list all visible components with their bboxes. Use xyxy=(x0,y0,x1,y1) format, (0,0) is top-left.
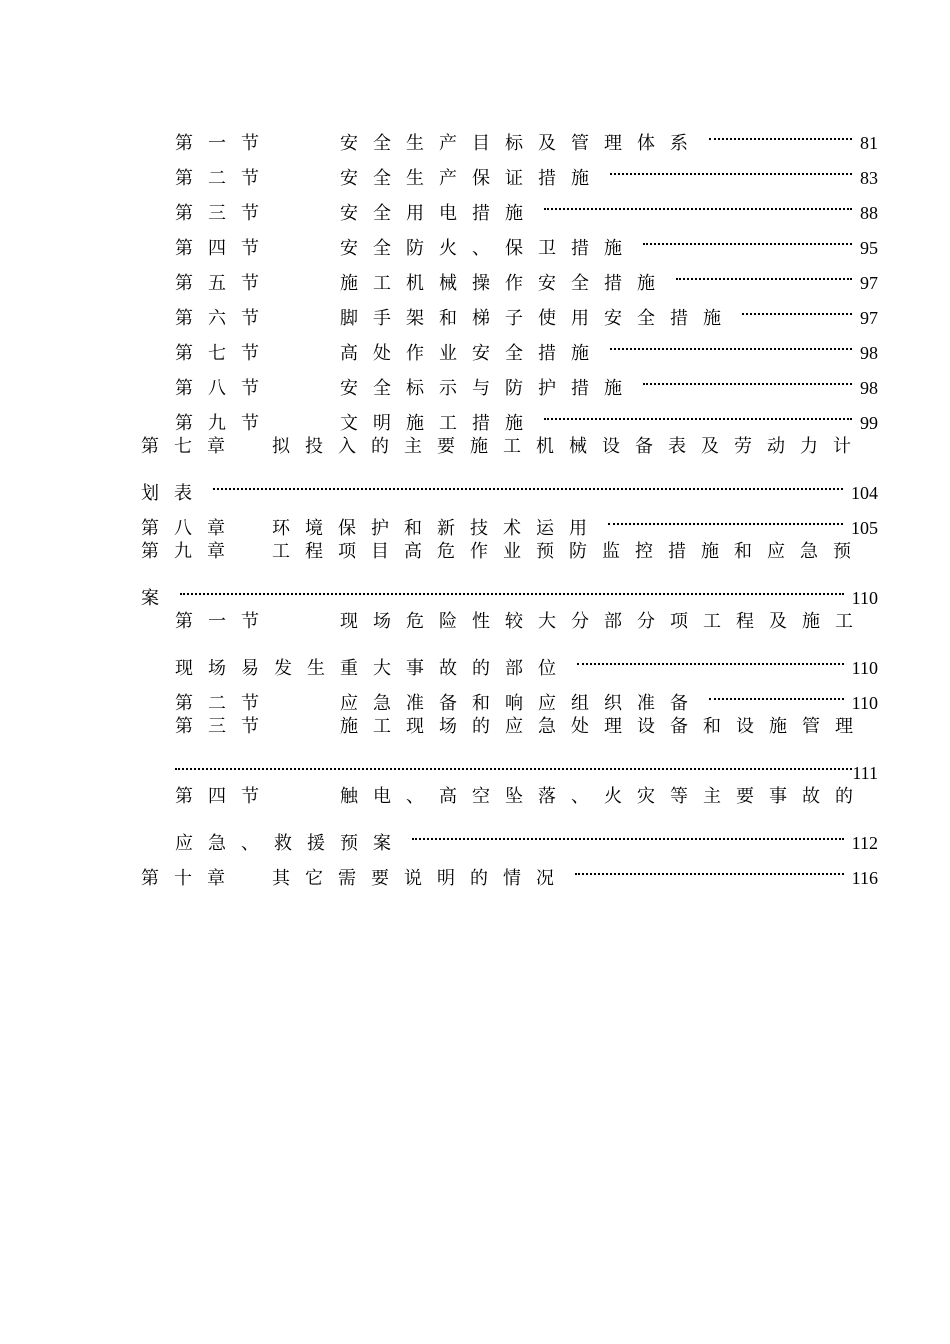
toc-entry[interactable] xyxy=(175,324,878,364)
toc-entry[interactable] xyxy=(175,289,878,329)
page-number: 97 xyxy=(860,273,878,293)
section-title: 脚手架和梯子使用安全措施 xyxy=(340,308,736,329)
section-number: 第一节 xyxy=(175,133,274,154)
dot-leader xyxy=(180,569,844,604)
dot-leader xyxy=(643,359,852,394)
section-number: 第七节 xyxy=(175,343,274,364)
section-number: 第八节 xyxy=(175,378,274,399)
section-number: 第五节 xyxy=(175,273,274,294)
page-number: 104 xyxy=(851,483,878,503)
page-number: 98 xyxy=(860,343,878,363)
section-number: 第三节 xyxy=(175,203,274,224)
chapter-number: 第八章 xyxy=(141,518,240,539)
dot-leader xyxy=(213,464,843,499)
toc-entry[interactable] xyxy=(175,149,878,189)
chapter-title: 工程项目高危作业预防监控措施和应急预 xyxy=(272,541,866,562)
section-title: 现场危险性较大分部分项工程及施工 xyxy=(340,611,868,632)
section-title: 安全防火、保卫措施 xyxy=(340,238,637,259)
page-number: 111 xyxy=(852,763,878,783)
toc-chapter-entry[interactable] xyxy=(141,849,878,889)
chapter-title: 环境保护和新技术运用 xyxy=(272,518,602,539)
dot-leader xyxy=(709,674,844,709)
page-number: 88 xyxy=(860,203,878,223)
section-title: 文明施工措施 xyxy=(340,413,538,434)
page-number: 110 xyxy=(851,693,878,713)
section-number: 第四节 xyxy=(175,786,274,807)
dot-leader xyxy=(544,394,852,429)
chapter-title: 其它需要说明的情况 xyxy=(272,868,569,889)
page-number: 98 xyxy=(860,378,878,398)
page-number: 116 xyxy=(851,868,878,888)
chapter-number: 第九章 xyxy=(141,541,240,562)
toc-chapter-entry-continued[interactable] xyxy=(141,464,878,504)
section-number: 第六节 xyxy=(175,308,274,329)
section-number: 第二节 xyxy=(175,168,274,189)
dot-leader xyxy=(608,499,843,534)
toc-chapter-entry[interactable] xyxy=(141,429,878,464)
section-number: 第二节 xyxy=(175,693,274,714)
toc-entry[interactable] xyxy=(175,184,878,224)
section-title: 施工现场的应急处理设备和设施管理 xyxy=(340,716,868,737)
toc-entry[interactable] xyxy=(175,254,878,294)
toc-entry[interactable] xyxy=(175,359,878,399)
toc-entry[interactable] xyxy=(175,709,878,744)
toc-chapter-entry[interactable] xyxy=(141,534,878,569)
section-title: 安全标示与防护措施 xyxy=(340,378,637,399)
page-number: 99 xyxy=(860,413,878,433)
dot-leader xyxy=(412,814,844,849)
toc-entry[interactable] xyxy=(175,604,878,639)
dot-leader xyxy=(577,639,844,674)
toc-entry-continued[interactable] xyxy=(175,639,878,679)
section-title: 安全生产目标及管理体系 xyxy=(340,133,703,154)
section-number: 第三节 xyxy=(175,716,274,737)
chapter-title-continued: 案 xyxy=(141,588,174,609)
page-number: 97 xyxy=(860,308,878,328)
chapter-title-continued: 划表 xyxy=(141,483,207,504)
toc-chapter-entry-continued[interactable] xyxy=(141,569,878,609)
page-number: 112 xyxy=(851,833,878,853)
toc-entry-continued[interactable] xyxy=(175,744,878,783)
page-number: 110 xyxy=(851,588,878,608)
section-title-continued: 现场易发生重大事故的部位 xyxy=(175,658,571,679)
section-title: 高处作业安全措施 xyxy=(340,343,604,364)
section-number: 第九节 xyxy=(175,413,274,434)
toc-entry[interactable] xyxy=(175,114,878,154)
chapter-number: 第七章 xyxy=(141,436,240,457)
section-number: 第四节 xyxy=(175,238,274,259)
dot-leader xyxy=(575,849,844,884)
dot-leader xyxy=(610,149,852,184)
page-number: 105 xyxy=(851,518,878,538)
dot-leader xyxy=(175,744,852,779)
section-title: 触电、高空坠落、火灾等主要事故的 xyxy=(340,786,868,807)
section-title: 施工机械操作安全措施 xyxy=(340,273,670,294)
section-title: 应急准备和响应组织准备 xyxy=(340,693,703,714)
toc-entry[interactable] xyxy=(175,779,878,814)
section-number: 第一节 xyxy=(175,611,274,632)
page-number: 83 xyxy=(860,168,878,188)
toc-entry-continued[interactable] xyxy=(175,814,878,854)
chapter-title: 拟投入的主要施工机械设备表及劳动力计 xyxy=(272,436,866,457)
page-number: 81 xyxy=(860,133,878,153)
page-number: 95 xyxy=(860,238,878,258)
dot-leader xyxy=(544,184,852,219)
section-title: 安全生产保证措施 xyxy=(340,168,604,189)
chapter-number: 第十章 xyxy=(141,868,240,889)
dot-leader xyxy=(643,219,852,254)
section-title-continued: 应急、救援预案 xyxy=(175,833,406,854)
dot-leader xyxy=(610,324,852,359)
toc-entry[interactable] xyxy=(175,219,878,259)
toc-entry[interactable] xyxy=(175,394,878,434)
dot-leader xyxy=(742,289,852,324)
dot-leader xyxy=(709,114,852,149)
toc-chapter-entry[interactable] xyxy=(141,499,878,539)
dot-leader xyxy=(676,254,852,289)
toc-entry[interactable] xyxy=(175,674,878,714)
page-number: 110 xyxy=(851,658,878,678)
section-title: 安全用电措施 xyxy=(340,203,538,224)
